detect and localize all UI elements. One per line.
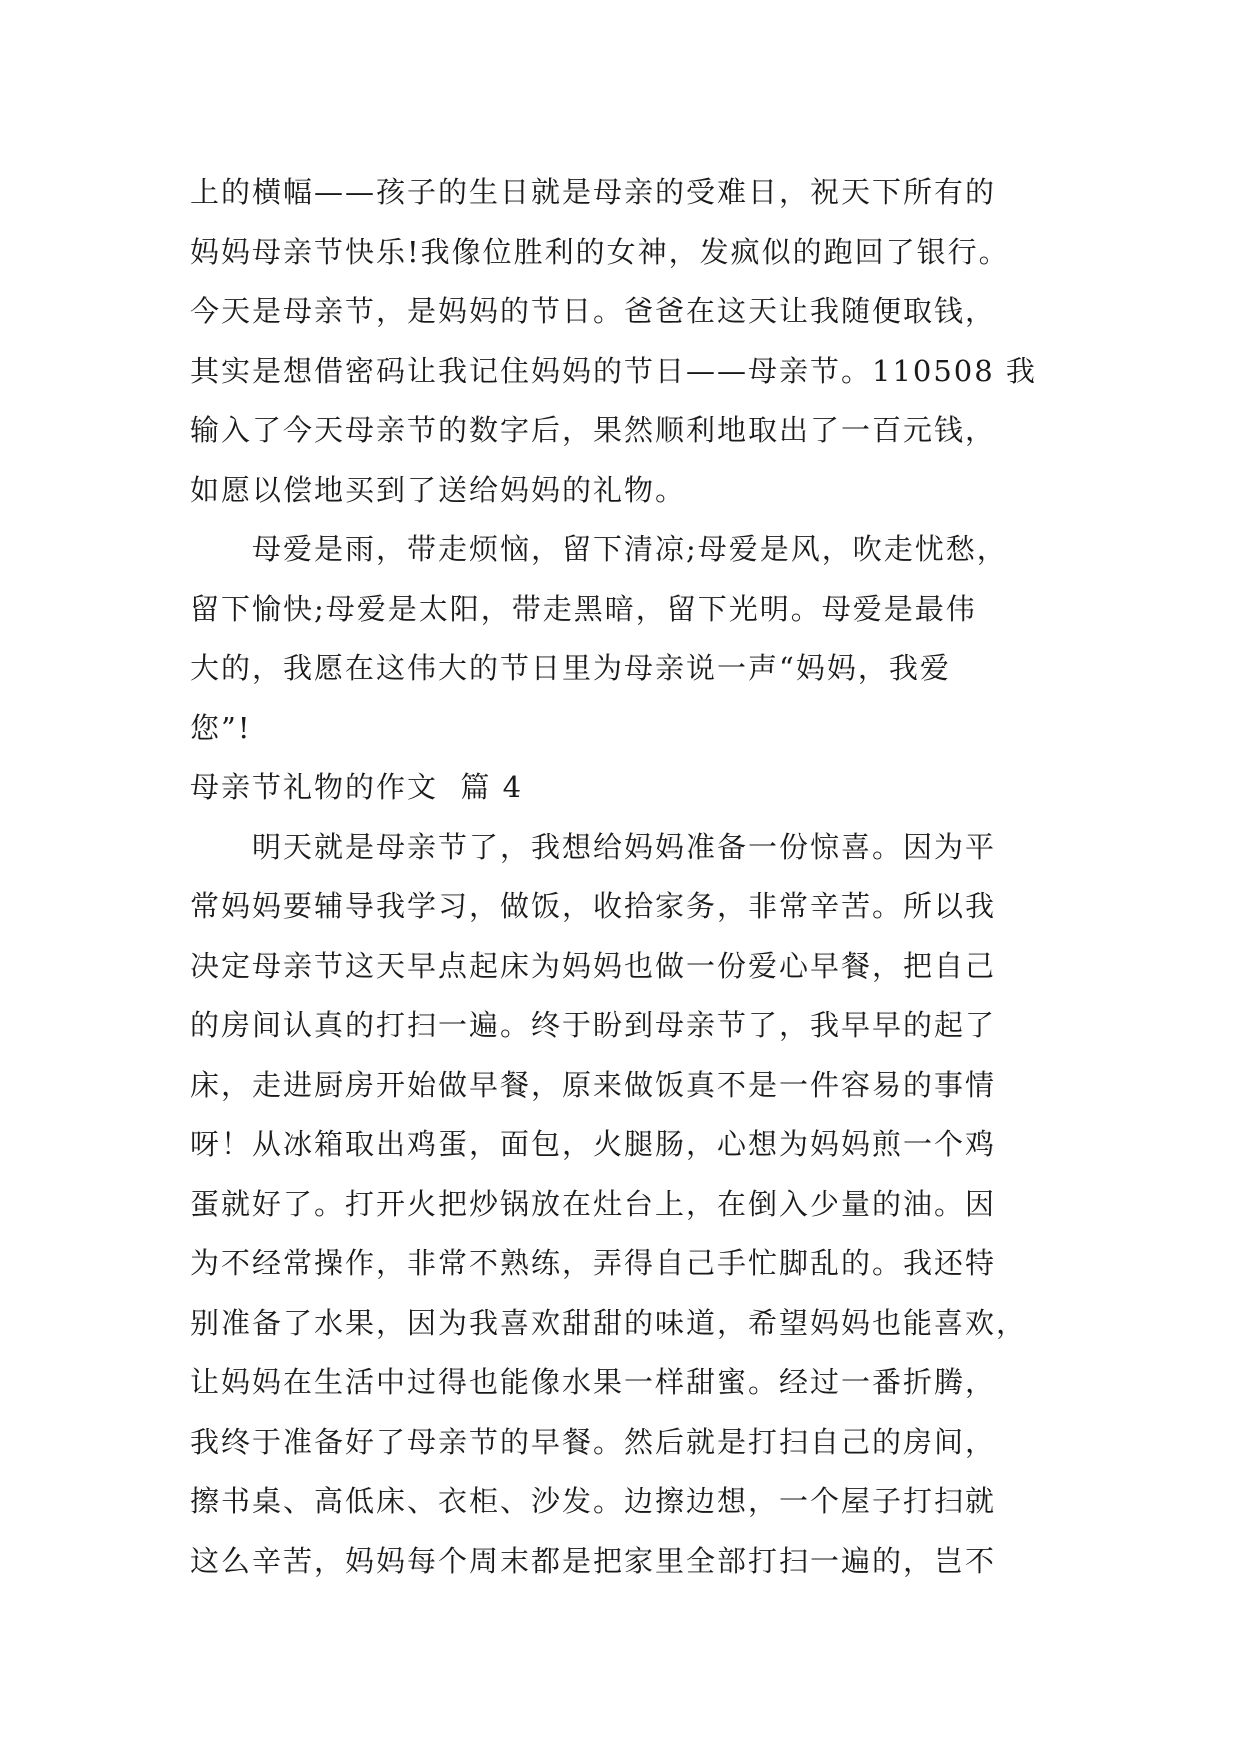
text-line: 您”!	[190, 710, 252, 745]
text-line: 如愿以偿地买到了送给妈妈的礼物。	[190, 472, 687, 507]
text-line: 输入了今天母亲节的数字后，果然顺利地取出了一百元钱，	[190, 413, 997, 447]
paragraph-start-line: 母爱是雨，带走烦恼，留下清凉;母爱是风，吹走忧愁，	[190, 532, 1008, 566]
text-line: 擦书桌、高低床、衣柜、沙发。边擦边想，一个屋子打扫就	[190, 1484, 997, 1518]
text-line: 让妈妈在生活中过得也能像水果一样甜蜜。经过一番折腾，	[190, 1365, 997, 1399]
document-body	[190, 163, 1070, 1591]
paragraph-start-line: 明天就是母亲节了，我想给妈妈准备一份惊喜。因为平	[190, 829, 997, 864]
text-line: 留下愉快;母爱是太阳，带走黑暗，留下光明。母爱是最伟	[190, 591, 977, 626]
section-heading: 母亲节礼物的作文 篇 4	[190, 770, 524, 804]
text-line: 床，走进厨房开始做早餐，原来做饭真不是一件容易的事情	[190, 1067, 997, 1102]
text-line: 呀！从冰箱取出鸡蛋，面包，火腿肠，心想为妈妈煎一个鸡	[190, 1127, 997, 1161]
text-line: 这么辛苦，妈妈每个周末都是把家里全部打扫一遍的，岂不	[190, 1543, 997, 1578]
text-line: 上的横幅——孩子的生日就是母亲的受难日，祝天下所有的	[190, 175, 997, 209]
text-line: 常妈妈要辅导我学习，做饭，收拾家务，非常辛苦。所以我	[190, 889, 997, 923]
text-line: 大的，我愿在这伟大的节日里为母亲说一声“妈妈，我爱	[190, 651, 951, 685]
text-line: 为不经常操作，非常不熟练，弄得自己手忙脚乱的。我还特	[190, 1246, 997, 1280]
text-line: 蛋就好了。打开火把炒锅放在灶台上，在倒入少量的油。因	[190, 1186, 997, 1221]
text-line: 的房间认真的打扫一遍。终于盼到母亲节了，我早早的起了	[190, 1008, 997, 1042]
text-line: 今天是母亲节，是妈妈的节日。爸爸在这天让我随便取钱，	[190, 294, 997, 328]
text-line: 决定母亲节这天早点起床为妈妈也做一份爱心早餐，把自己	[190, 948, 997, 983]
text-line: 别准备了水果，因为我喜欢甜甜的味道，希望妈妈也能喜欢，	[190, 1305, 1028, 1340]
text-line: 妈妈母亲节快乐!我像位胜利的女神，发疯似的跑回了银行。	[190, 234, 1010, 269]
text-line: 我终于准备好了母亲节的早餐。然后就是打扫自己的房间，	[190, 1424, 997, 1459]
text-line: 其实是想借密码让我记住妈妈的节日——母亲节。110508 我	[190, 353, 1037, 388]
